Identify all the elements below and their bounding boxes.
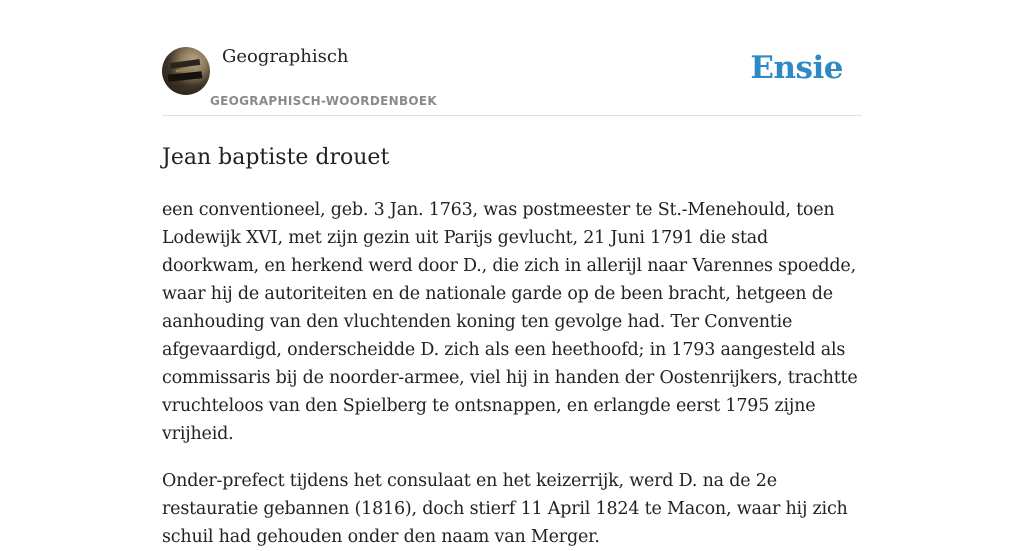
article-paragraph: Onder-prefect tijdens het consulaat en het keizerrijk, werd D. na de 2e restauratie gebannen (1816), doch stierf 11 April 1824 te Macon, waar hij zich schuil had gehouden onder den naam van Merger. <box>162 471 848 547</box>
brand-logo[interactable]: Ensie <box>750 50 843 86</box>
article-body <box>162 196 862 551</box>
page <box>162 0 862 551</box>
site-subtitle[interactable]: GEOGRAPHISCH-WOORDENBOEK <box>210 94 437 108</box>
dictionary-avatar[interactable] <box>162 47 210 95</box>
article-title: Jean baptiste drouet <box>162 145 390 170</box>
article-paragraph: een conventioneel, geb. 3 Jan. 1763, was postmeester te St.-Menehould, toen Lodewijk XVI, met zijn gezin uit Parijs gevlucht, 21 Juni 1791 die stad doorkwam, en herkend werd door D., die zich in allerijl naar Varennes spoedde, waar hij de autoriteiten en de nationale garde op de been bracht, hetgeen de aanhouding van den vluchtenden koning ten gevolge had. Ter Conventie afgevaardigd, onderscheidde D. zich als een heethoofd; in 1793 aangesteld als commissaris bij de noorder-armee, viel hij in handen der Oostenrijkers, trachtte vruchteloos van den Spielberg te ontsnappen, en erlangde eerst 1795 zijne vrijheid. <box>162 200 858 444</box>
site-title[interactable]: Geographisch <box>222 46 349 67</box>
header <box>162 0 862 116</box>
book-spine-icon <box>168 71 203 82</box>
book-spine-icon <box>170 59 201 69</box>
